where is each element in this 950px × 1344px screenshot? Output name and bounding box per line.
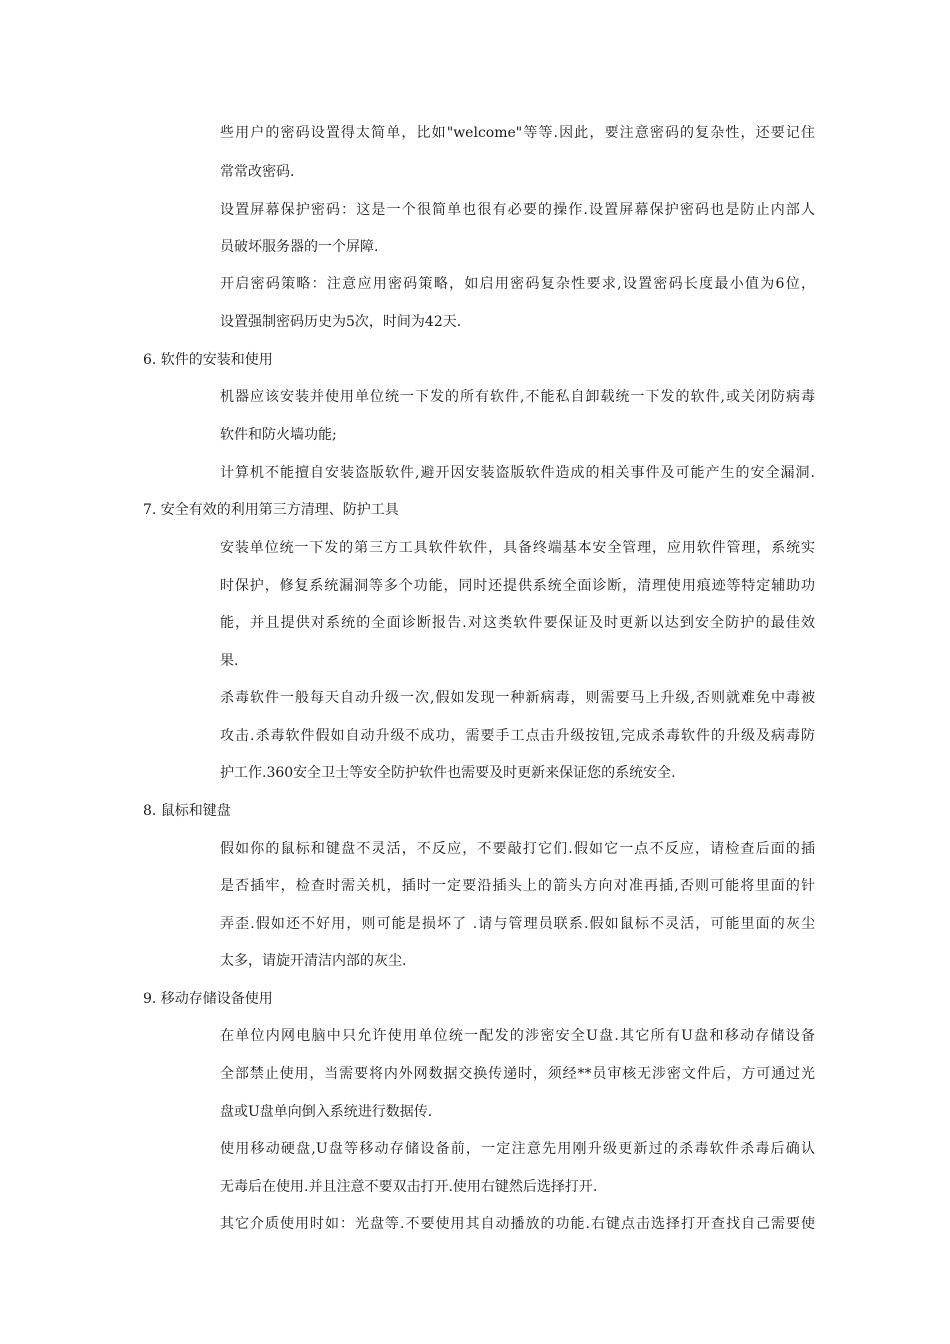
paragraph-line: 时保护，修复系统漏洞等多个功能，同时还提供系统全面诊断，清理使用痕迹等特定辅助功 bbox=[220, 578, 815, 594]
paragraph-line: 些用户的密码设置得太简单，比如"welcome"等等.因此，要注意密码的复杂性，还要记住 bbox=[220, 125, 815, 141]
paragraph-line: 安装单位统一下发的第三方工具软件软件，具备终端基本安全管理，应用软件管理，系统实 bbox=[220, 540, 815, 556]
paragraph-line: 使用移动硬盘,U盘等移动存储设备前，一定注意先用刚升级更新过的杀毒软件杀毒后确认 bbox=[220, 1141, 815, 1157]
paragraph-line: 计算机不能擅自安装盗版软件,避开因安装盗版软件造成的相关事件及可能产生的安全漏洞. bbox=[220, 465, 815, 481]
paragraph-line: 软件和防火墙功能; bbox=[220, 427, 337, 443]
paragraph-line: 在单位内网电脑中只允许使用单位统一配发的涉密安全U盘.其它所有U盘和移动存储设备 bbox=[220, 1028, 815, 1044]
section-heading: 8. 鼠标和键盘 bbox=[143, 803, 231, 819]
paragraph-line: 设置屏幕保护密码：这是一个很简单也很有必要的操作.设置屏幕保护密码也是防止内部人 bbox=[220, 202, 815, 218]
paragraph-line: 杀毒软件一般每天自动升级一次,假如发现一种新病毒，则需要马上升级,否则就难免中毒被 bbox=[220, 690, 815, 706]
paragraph-line: 常常改密码. bbox=[220, 164, 295, 180]
paragraph-line: 盘或U盘单向倒入系统进行数据传. bbox=[220, 1104, 433, 1120]
paragraph-line: 设置强制密码历史为5次，时间为42天. bbox=[220, 314, 462, 330]
paragraph-line: 攻击.杀毒软件假如自动升级不成功，需要手工点击升级按钮,完成杀毒软件的升级及病毒防 bbox=[220, 728, 815, 744]
paragraph-line: 无毒后在使用.并且注意不要双击打开.使用右键然后选择打开. bbox=[220, 1179, 598, 1195]
paragraph-line: 果. bbox=[220, 653, 239, 669]
paragraph-line: 假如你的鼠标和键盘不灵活，不反应，不要敲打它们.假如它一点不反应，请检查后面的插 bbox=[220, 841, 815, 857]
section-heading: 6. 软件的安装和使用 bbox=[143, 352, 273, 368]
paragraph-line: 护工作.360安全卫士等安全防护软件也需要及时更新来保证您的系统安全. bbox=[220, 765, 676, 781]
section-heading: 7. 安全有效的利用第三方清理、防护工具 bbox=[143, 502, 399, 518]
paragraph-line: 机器应该安装并使用单位统一下发的所有软件,不能私自卸载统一下发的软件,或关闭防病毒 bbox=[220, 389, 815, 405]
paragraph-line: 其它介质使用时如：光盘等.不要使用其自动播放的功能.右键点击选择打开查找自己需要使 bbox=[220, 1216, 815, 1232]
paragraph-line: 能，并且提供对系统的全面诊断报告.对这类软件要保证及时更新以达到安全防护的最佳效 bbox=[220, 615, 815, 631]
paragraph-line: 太多，请旋开清洁内部的灰尘. bbox=[220, 953, 407, 969]
paragraph-line: 员破坏服务器的一个屏障. bbox=[220, 239, 379, 255]
paragraph-line: 开启密码策略：注意应用密码策略，如启用密码复杂性要求,设置密码长度最小值为6位， bbox=[220, 276, 815, 292]
paragraph-line: 是否插牢，检查时需关机，插时一定要沿插头上的箭头方向对准再插,否则可能将里面的针 bbox=[220, 878, 815, 894]
paragraph-line: 弄歪.假如还不好用，则可能是损坏了 .请与管理员联系.假如鼠标不灵活，可能里面的灰尘 bbox=[220, 916, 815, 932]
paragraph-line: 全部禁止使用，当需要将内外网数据交换传递时，须经**员审核无涉密文件后，方可通过光 bbox=[220, 1066, 815, 1082]
section-heading: 9. 移动存储设备使用 bbox=[143, 991, 273, 1007]
